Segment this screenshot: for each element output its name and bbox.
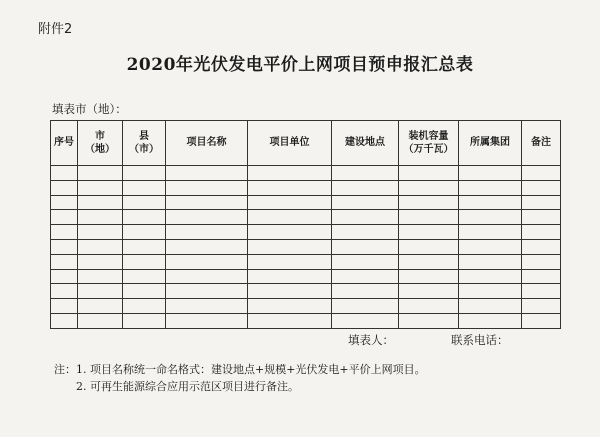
table-row	[51, 254, 561, 269]
table-cell[interactable]	[522, 239, 561, 254]
table-cell[interactable]	[123, 269, 166, 284]
table-cell[interactable]	[51, 299, 78, 314]
table-cell[interactable]	[522, 180, 561, 195]
table-row	[51, 284, 561, 299]
table-cell[interactable]	[51, 239, 78, 254]
header-text: 建设地点	[345, 137, 385, 149]
header-text: 备注	[531, 137, 551, 149]
table-cell[interactable]	[522, 254, 561, 269]
table-cell[interactable]	[332, 239, 399, 254]
header-text: 装机容量	[408, 130, 449, 142]
header-text: 序号	[54, 137, 74, 149]
table-row	[51, 299, 561, 314]
table-cell[interactable]	[123, 180, 166, 195]
table-cell[interactable]	[166, 284, 248, 299]
table-cell[interactable]	[123, 225, 166, 240]
table-cell[interactable]	[399, 210, 459, 225]
table-cell[interactable]	[166, 195, 248, 210]
table-body	[51, 166, 561, 329]
table-cell[interactable]	[248, 313, 332, 328]
table-cell[interactable]	[459, 180, 522, 195]
table-cell[interactable]	[166, 180, 248, 195]
table-cell[interactable]	[78, 284, 123, 299]
header-project-unit	[248, 121, 332, 166]
table-cell[interactable]	[399, 239, 459, 254]
table-row	[51, 180, 561, 195]
table-cell[interactable]	[248, 284, 332, 299]
table-cell[interactable]	[522, 269, 561, 284]
notes-section	[54, 361, 426, 395]
table-cell[interactable]	[522, 210, 561, 225]
table-cell[interactable]	[123, 166, 166, 181]
document-title: 2020年光伏发电平价上网项目预申报汇总表	[126, 55, 474, 75]
table-cell[interactable]	[248, 210, 332, 225]
table-cell[interactable]	[522, 299, 561, 314]
table-cell[interactable]	[459, 195, 522, 210]
table-cell[interactable]	[522, 313, 561, 328]
table-cell[interactable]	[78, 225, 123, 240]
table-row	[51, 166, 561, 181]
table-cell[interactable]	[332, 284, 399, 299]
note-text: 1. 项目名称统一命名格式：建设地点+规模+光伏发电+平价上网项目。	[76, 363, 426, 376]
table-cell[interactable]	[399, 269, 459, 284]
table-cell[interactable]	[459, 225, 522, 240]
table-row	[51, 225, 561, 240]
table-cell[interactable]	[522, 195, 561, 210]
header-serial-number	[51, 121, 78, 166]
filler-label: 填表人：	[348, 333, 394, 347]
header-text: 县	[139, 130, 149, 142]
table-cell[interactable]	[459, 166, 522, 181]
table-header-row	[51, 121, 561, 166]
table-cell[interactable]	[248, 239, 332, 254]
table-cell[interactable]	[123, 239, 166, 254]
header-county	[123, 121, 166, 166]
header-text-sub: （市）	[129, 144, 159, 155]
table-cell[interactable]	[166, 166, 248, 181]
table-cell[interactable]	[399, 166, 459, 181]
table-row	[51, 313, 561, 328]
table-cell[interactable]	[248, 166, 332, 181]
note-item	[54, 378, 426, 395]
table-row	[51, 239, 561, 254]
header-text: 项目单位	[269, 137, 310, 149]
table-cell[interactable]	[399, 254, 459, 269]
table-cell[interactable]	[332, 254, 399, 269]
filler-city-label: 填表市（地）：	[52, 102, 127, 116]
table-cell[interactable]	[123, 299, 166, 314]
table-cell[interactable]	[78, 239, 123, 254]
table-cell[interactable]	[78, 313, 123, 328]
table-cell[interactable]	[166, 254, 248, 269]
table-cell[interactable]	[78, 254, 123, 269]
table-cell[interactable]	[166, 269, 248, 284]
table-cell[interactable]	[399, 180, 459, 195]
summary-table	[50, 120, 561, 329]
table-cell[interactable]	[399, 225, 459, 240]
table-cell[interactable]	[248, 254, 332, 269]
table-cell[interactable]	[78, 166, 123, 181]
table-cell[interactable]	[78, 299, 123, 314]
table-row	[51, 269, 561, 284]
table-cell[interactable]	[459, 299, 522, 314]
header-text-sub: （万千瓦）	[403, 144, 454, 155]
header-text: 所属集团	[470, 137, 510, 149]
table-cell[interactable]	[399, 195, 459, 210]
table-cell[interactable]	[399, 284, 459, 299]
table-cell[interactable]	[332, 180, 399, 195]
table-cell[interactable]	[51, 269, 78, 284]
table-cell[interactable]	[123, 284, 166, 299]
table-cell[interactable]	[248, 299, 332, 314]
table-cell[interactable]	[123, 195, 166, 210]
table-cell[interactable]	[248, 180, 332, 195]
notes-prefix: 注：	[54, 363, 76, 376]
table-cell[interactable]	[166, 299, 248, 314]
table-cell[interactable]	[248, 195, 332, 210]
table-cell[interactable]	[51, 195, 78, 210]
table-cell[interactable]	[166, 313, 248, 328]
table-cell[interactable]	[166, 225, 248, 240]
table-cell[interactable]	[51, 180, 78, 195]
table-cell[interactable]	[78, 210, 123, 225]
table-cell[interactable]	[522, 166, 561, 181]
table-cell[interactable]	[399, 299, 459, 314]
table-cell[interactable]	[51, 225, 78, 240]
header-group	[459, 121, 522, 166]
table-cell[interactable]	[522, 225, 561, 240]
table-cell[interactable]	[459, 313, 522, 328]
attachment-label: 附件2	[38, 22, 73, 37]
table-cell[interactable]	[78, 195, 123, 210]
table-cell[interactable]	[332, 195, 399, 210]
table-cell[interactable]	[248, 225, 332, 240]
table-cell[interactable]	[332, 166, 399, 181]
header-text: 项目名称	[186, 137, 227, 149]
table-cell[interactable]	[459, 269, 522, 284]
table-cell[interactable]	[332, 269, 399, 284]
header-location	[332, 121, 399, 166]
table-cell[interactable]	[522, 284, 561, 299]
table-cell[interactable]	[78, 180, 123, 195]
table-cell[interactable]	[332, 313, 399, 328]
header-text: 市	[95, 130, 105, 142]
table-cell[interactable]	[459, 284, 522, 299]
table-row	[51, 210, 561, 225]
header-capacity	[399, 121, 459, 166]
header-city	[78, 121, 123, 166]
header-project-name	[166, 121, 248, 166]
table-cell[interactable]	[123, 313, 166, 328]
phone-label: 联系电话：	[451, 333, 509, 347]
table-cell[interactable]	[332, 299, 399, 314]
table-cell[interactable]	[51, 166, 78, 181]
table-cell[interactable]	[78, 269, 123, 284]
table-cell[interactable]	[51, 313, 78, 328]
table-cell[interactable]	[399, 313, 459, 328]
table-cell[interactable]	[166, 239, 248, 254]
table-cell[interactable]	[332, 225, 399, 240]
table-cell[interactable]	[51, 284, 78, 299]
table-cell[interactable]	[51, 210, 78, 225]
table-cell[interactable]	[459, 254, 522, 269]
header-text-sub: （地）	[85, 144, 115, 155]
table-cell[interactable]	[51, 254, 78, 269]
table-cell[interactable]	[459, 210, 522, 225]
table-row	[51, 195, 561, 210]
note-text: 2. 可再生能源综合应用示范区项目进行备注。	[76, 380, 299, 393]
table-cell[interactable]	[332, 210, 399, 225]
table-cell[interactable]	[123, 254, 166, 269]
note-item	[54, 361, 426, 378]
table-cell[interactable]	[459, 239, 522, 254]
table-cell[interactable]	[123, 210, 166, 225]
header-remarks	[522, 121, 561, 166]
table-cell[interactable]	[166, 210, 248, 225]
table-cell[interactable]	[248, 269, 332, 284]
